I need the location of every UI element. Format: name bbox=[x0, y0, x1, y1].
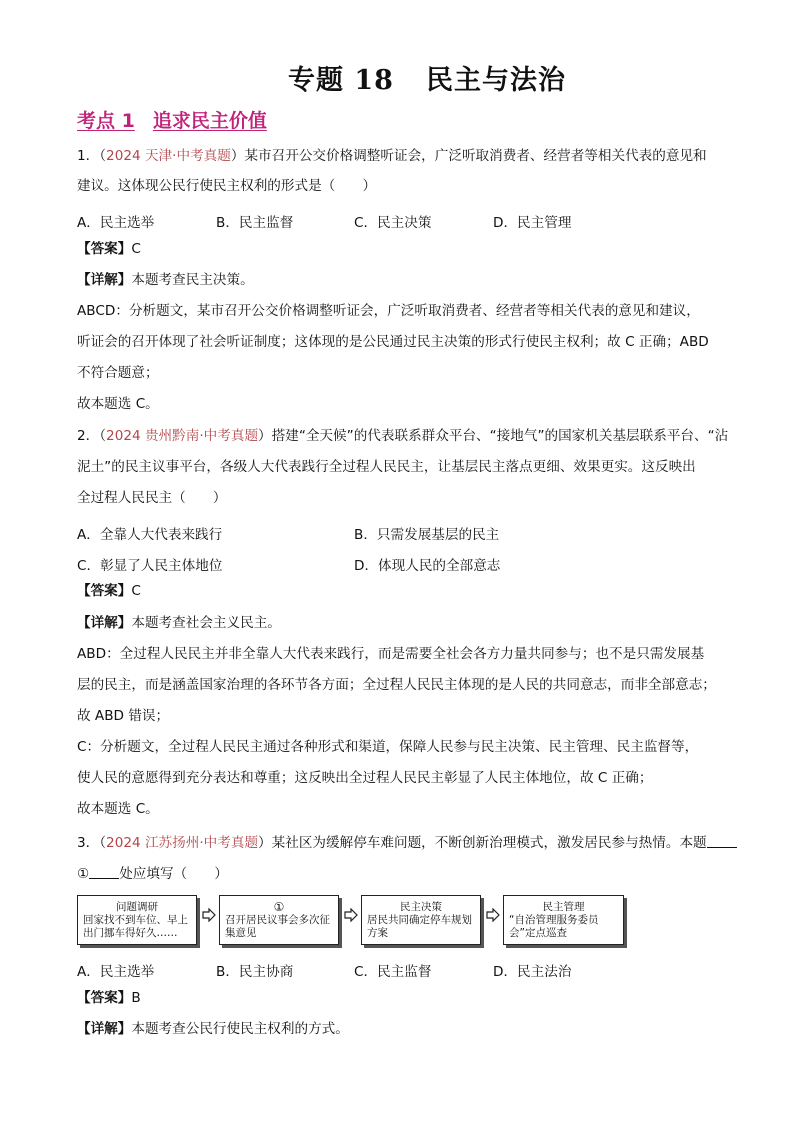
q1-analysis-line: 故本题选 C。 bbox=[77, 396, 159, 412]
q2-detail: 【详解】本题考查社会主义民主。 bbox=[77, 615, 281, 631]
q1-source: 2024 天津·中考真题 bbox=[106, 148, 231, 164]
q1-stem-line2: 建议。这体现公民行使民主权利的形式是（ ） bbox=[77, 178, 377, 194]
q2-answer: 【答案】C bbox=[77, 583, 141, 599]
q1-option-d: D．民主管理 bbox=[493, 215, 572, 231]
fill-blank bbox=[89, 866, 119, 879]
flow-step-decision: 民主决策 居民共同确定停车规划方案 bbox=[361, 895, 481, 945]
q2-option-c: C．彰显了人民主体地位 bbox=[77, 558, 223, 574]
q3-answer: 【答案】B bbox=[77, 990, 141, 1006]
arrow-right-icon bbox=[202, 908, 216, 922]
q2-option-a: A．全靠人大代表来践行 bbox=[77, 527, 223, 543]
title-number: 专题 18 bbox=[288, 65, 394, 96]
q1-stem-line1: 1．（2024 天津·中考真题）某市召开公交价格调整听证会，广泛听取消费者、经营者等相关代表的意见和 bbox=[77, 148, 707, 164]
section-heading bbox=[77, 106, 267, 133]
fill-blank bbox=[707, 835, 737, 848]
q1-analysis-line: ABCD：分析题文，某市召开公交价格调整听证会，广泛听取消费者、经营者等相关代表的意见和建议， bbox=[77, 303, 700, 319]
q3-option-b: B．民主协商 bbox=[216, 964, 294, 980]
q1-detail: 【详解】本题考查民主决策。 bbox=[77, 272, 254, 288]
flow-step-blank: ① 召开居民议事会多次征集意见 bbox=[219, 895, 339, 945]
q1-answer: 【答案】C bbox=[77, 241, 141, 257]
arrow-right-icon bbox=[486, 908, 500, 922]
q1-option-c: C．民主决策 bbox=[354, 215, 432, 231]
q2-stem-line1: 2．（2024 贵州黔南·中考真题）搭建“全天候”的代表联系群众平台、“接地气”的国家机关基层联系平台、“沾 bbox=[77, 428, 729, 444]
q1-analysis-line: 听证会的召开体现了社会听证制度；这体现的是公民通过民主决策的形式行使民主权利；故 C 正确；ABD bbox=[77, 334, 709, 350]
q3-detail: 【详解】本题考查公民行使民主权利的方式。 bbox=[77, 1021, 349, 1037]
q1-option-a: A．民主选举 bbox=[77, 215, 155, 231]
q2-analysis-line: 使人民的意愿得到充分表达和尊重；这反映出全过程人民民主彰显了人民主体地位，故 C 正确； bbox=[77, 770, 653, 786]
q2-option-d: D．体现人民的全部意志 bbox=[354, 558, 501, 574]
q3-source: 2024 江苏扬州·中考真题 bbox=[106, 835, 259, 851]
flow-step-research: 问题调研 回家找不到车位、早上出门挪车得好久…… bbox=[77, 895, 197, 945]
section-number: 考点 1 bbox=[77, 110, 135, 132]
q1-analysis-line: 不符合题意； bbox=[77, 365, 159, 381]
q3-stem-line1: 3．（2024 江苏扬州·中考真题）某社区为缓解停车难问题，不断创新治理模式，激发居民参与热情。本题 bbox=[77, 835, 737, 851]
section-title: 追求民主价值 bbox=[152, 110, 267, 132]
q2-analysis-line: 故本题选 C。 bbox=[77, 801, 159, 817]
q1-option-b: B．民主监督 bbox=[216, 215, 294, 231]
q2-source: 2024 贵州黔南·中考真题 bbox=[106, 428, 259, 444]
q2-analysis-line: 层的民主，而是涵盖国家治理的各环节各方面；全过程人民民主体现的是人民的共同意志，而非全部意志； bbox=[77, 677, 716, 693]
q3-stem-line2: ① 处应填写（ ） bbox=[77, 866, 228, 882]
q2-analysis-line: ABD：全过程人民民主并非全靠人大代表来践行，而是需要全社会各方力量共同参与；也不是只需发展基 bbox=[77, 646, 705, 662]
flow-step-management: 民主管理 “自治管理服务委员会”定点巡查 bbox=[503, 895, 624, 945]
q2-stem-line2: 泥土”的民主议事平台，各级人大代表践行全过程人民民主，让基层民主落点更细、效果更实。这反映出 bbox=[77, 459, 696, 475]
page-title bbox=[0, 58, 794, 97]
q2-option-b: B．只需发展基层的民主 bbox=[354, 527, 500, 543]
arrow-right-icon bbox=[344, 908, 358, 922]
title-text: 民主与法治 bbox=[425, 65, 566, 96]
q2-analysis-line: 故 ABD 错误； bbox=[77, 708, 170, 724]
q3-option-c: C．民主监督 bbox=[354, 964, 432, 980]
q2-stem-line3: 全过程人民民主（ ） bbox=[77, 490, 227, 506]
q3-option-a: A．民主选举 bbox=[77, 964, 155, 980]
q3-option-d: D．民主法治 bbox=[493, 964, 572, 980]
q2-analysis-line: C：分析题文，全过程人民民主通过各种形式和渠道，保障人民参与民主决策、民主管理、民主监督等， bbox=[77, 739, 699, 755]
